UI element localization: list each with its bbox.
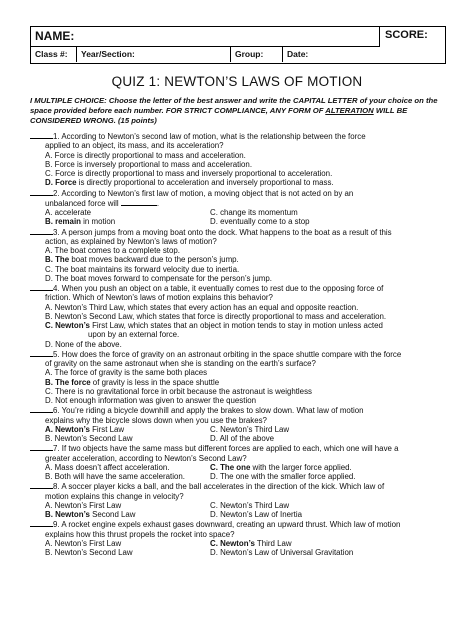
question-stem-cont: friction. Which of Newton’s laws of motion explains this behavior? [45,293,273,303]
choice-row [30,463,450,472]
choice-d: D. The boat moves forward to compensate for the person’s jump. [45,273,272,283]
question-2 [30,188,450,198]
group-field[interactable] [231,47,283,62]
question-stem: 8. A soccer player kicks a ball, and the ball accelerates in the direction of the kick. Which law of [53,482,385,492]
answer-blank[interactable] [30,443,53,451]
page-title: QUIZ 1: NEWTON’S LAWS OF MOTION [111,74,363,89]
choice-d: D. Newton’s Law of Inertia [210,510,302,519]
choice-c: C. There is no gravitational force in orbit because the astronaut is weightless [45,386,312,396]
choice-a-text: First Law [89,424,125,434]
year-label: Year/Section: [81,49,135,59]
class-field[interactable] [31,47,77,62]
choice-b: B. Newton’s Second Law [45,548,133,557]
question-stem-cont: action, as explained by Newton’s laws of motion? [45,236,217,246]
choice-row [30,434,450,443]
choice-b-bold: B. The [45,255,70,265]
question-stem-cont: explains why the bicycle slows down when you use the brakes? [45,415,267,425]
choice-row [30,425,450,434]
class-label: Class #: [35,49,68,59]
score-field[interactable] [380,27,445,63]
choice-b-text: in motion [80,217,116,227]
choice-c-text: with the larger force applied. [250,462,352,472]
choice-b-bold: B. remain [45,217,81,227]
question-1 [30,131,450,141]
choice-a-bold: A. Newton’s [45,424,90,434]
question-8 [30,481,450,491]
answer-blank[interactable] [30,481,53,489]
question-5 [30,349,450,359]
question-9 [30,519,450,529]
question-stem-cont: unbalanced force will . [45,198,160,208]
choice-c [210,463,352,472]
choice-b: B. Newton’s Second Law [45,434,133,443]
instructions [30,96,450,125]
question-stem: 2. According to Newton’s first law of motion, a moving object that is not acted on by an [53,188,354,198]
date-label: Date: [287,49,309,59]
choice-c-text: Third Law [254,538,292,548]
choice-b-text: of gravity is less in the space shuttle [90,377,220,387]
question-stem: 3. A person jumps from a moving boat onto the dock. What happens to the boat as a result of this [53,227,392,237]
choice-b-text: boat moves backward due to the person’s jump. [69,255,239,265]
info-row [31,47,380,62]
question-6 [30,405,450,415]
choice-c [210,539,292,548]
choice-b-text: Second Law [89,510,136,519]
question-stem-cont: explains how this thrust propels the rocket into space? [45,529,235,539]
choice-row [30,217,450,226]
choice-b: B. Newton’s Second Law, which states that force is directly proportional to mass and acceleration. [45,311,387,321]
choice-c-bold: C. The one [210,462,251,472]
choice-d-bold: D. Force [45,178,77,188]
choice-d-text: is directly proportional to acceleration and inversely proportional to mass. [76,178,334,188]
answer-blank[interactable] [30,227,53,235]
choice-b [30,378,450,387]
answer-blank[interactable] [30,405,53,413]
choice-d: D. eventually come to a stop [210,217,310,227]
name-field[interactable] [31,27,380,47]
choice-a: A. The boat comes to a complete stop. [45,246,180,255]
group-label: Group: [235,49,264,59]
choice-row [30,208,450,217]
choice-b [45,217,210,226]
answer-blank[interactable] [30,519,53,527]
question-stem: 9. A rocket engine expels exhaust gases downward, creating an upward thrust. Which law of motion [53,520,401,530]
question-7 [30,443,450,453]
name-label: NAME: [35,29,75,43]
instructions-lead: I MULTIPLE CHOICE: Choose the letter of the best answer and write the CAPITAL LETTER of your choice on the space provided before each number. FOR STRICT COMPLIANCE, ANY FORM OF [30,96,438,115]
question-stem: 1. According to Newton’s second law of motion, what is the relationship between the force [53,132,366,141]
choice-a: A. Mass doesn’t affect acceleration. [45,462,170,472]
question-stem-cont: applied to an object, its mass, and its acceleration? [45,141,224,151]
stem-text: unbalanced force will [45,198,119,208]
choice-a: A. Force is directly proportional to mass and acceleration. [45,150,246,160]
choice-a: A. accelerate [45,208,92,217]
choice-c-cont: upon by an external force. [88,330,180,340]
choice-a [45,425,210,434]
choice-row [30,501,450,510]
fill-blank [121,198,157,206]
choice-c: C. The boat maintains its forward velocity due to inertia. [45,264,240,274]
question-3 [30,227,450,237]
question-stem: 5. How does the force of gravity on an astronaut orbiting in the space shuttle compare with the force [53,349,402,359]
choice-b-bold: B. The force [45,377,91,387]
choice-c [30,321,450,330]
choice-row [30,539,450,548]
choice-c: C. Newton’s Third Law [210,424,290,434]
choice-b [45,510,210,519]
answer-blank[interactable] [30,349,53,357]
instructions-underlined: ALTERATION [325,105,374,115]
student-info-header [30,26,446,64]
choice-c: C. change its momentum [210,208,298,217]
choice-c-bold: C. Newton’s [210,538,255,548]
choice-c-bold: C. Newton’s [45,321,90,330]
question-stem-cont: greater acceleration, according to Newton’s Second Law? [45,453,247,463]
choice-a: A. Newton’s Third Law, which states that every action has an equal and opposite reaction. [45,302,359,312]
choice-row [30,472,450,481]
question-stem-cont: motion explains this change in velocity? [45,491,184,501]
score-label: SCORE: [385,29,428,41]
choice-b-bold: B. Newton’s [45,510,90,519]
choice-a: A. Newton’s First Law [45,538,122,548]
choice-c: C. Force is directly proportional to mass and inversely proportional to acceleration. [45,169,333,178]
instructions-tail: WILL BE CONSIDERED WRONG. (15 points) [30,105,408,125]
choice-b: B. Both will have the same acceleration. [45,472,185,481]
choice-d: D. None of the above. [45,339,122,349]
answer-blank[interactable] [30,188,53,196]
choice-d: D. Not enough information was given to answer the question [45,396,256,405]
answer-blank[interactable] [30,131,53,139]
question-stem: 4. When you push an object on a table, it eventually comes to rest due to the opposing force of [53,284,384,293]
question-stem: 7. If two objects have the same mass but different forces are applied to each, which one will have a [53,444,399,454]
choice-b [30,255,450,264]
choice-d: D. All of the above [210,434,275,443]
year-section-field[interactable] [77,47,231,62]
answer-blank[interactable] [30,283,53,291]
choice-b: B. Force is inversely proportional to mass and acceleration. [45,159,253,169]
choice-a: A. The force of gravity is the same both places [45,368,208,378]
choice-c: C. Newton’s Third Law [210,500,290,510]
choice-row [30,548,450,557]
question-stem: 6. You’re riding a bicycle downhill and apply the brakes to slow down. What law of motion [53,406,364,416]
choice-d: D. The one with the smaller force applied. [210,472,356,481]
question-4 [30,283,450,293]
questions [30,131,450,557]
date-field[interactable] [283,47,380,62]
choice-d: D. Newton’s Law of Universal Gravitation [210,548,354,557]
choice-a: A. Newton’s First Law [45,500,122,510]
question-stem-cont: of gravity on the same astronaut when she is standing on the earth’s surface? [45,359,316,368]
choice-d [30,178,450,187]
choice-c-text: First Law, which states that an object in motion tends to stay in motion unless acted [89,321,383,330]
choice-row [30,510,450,519]
